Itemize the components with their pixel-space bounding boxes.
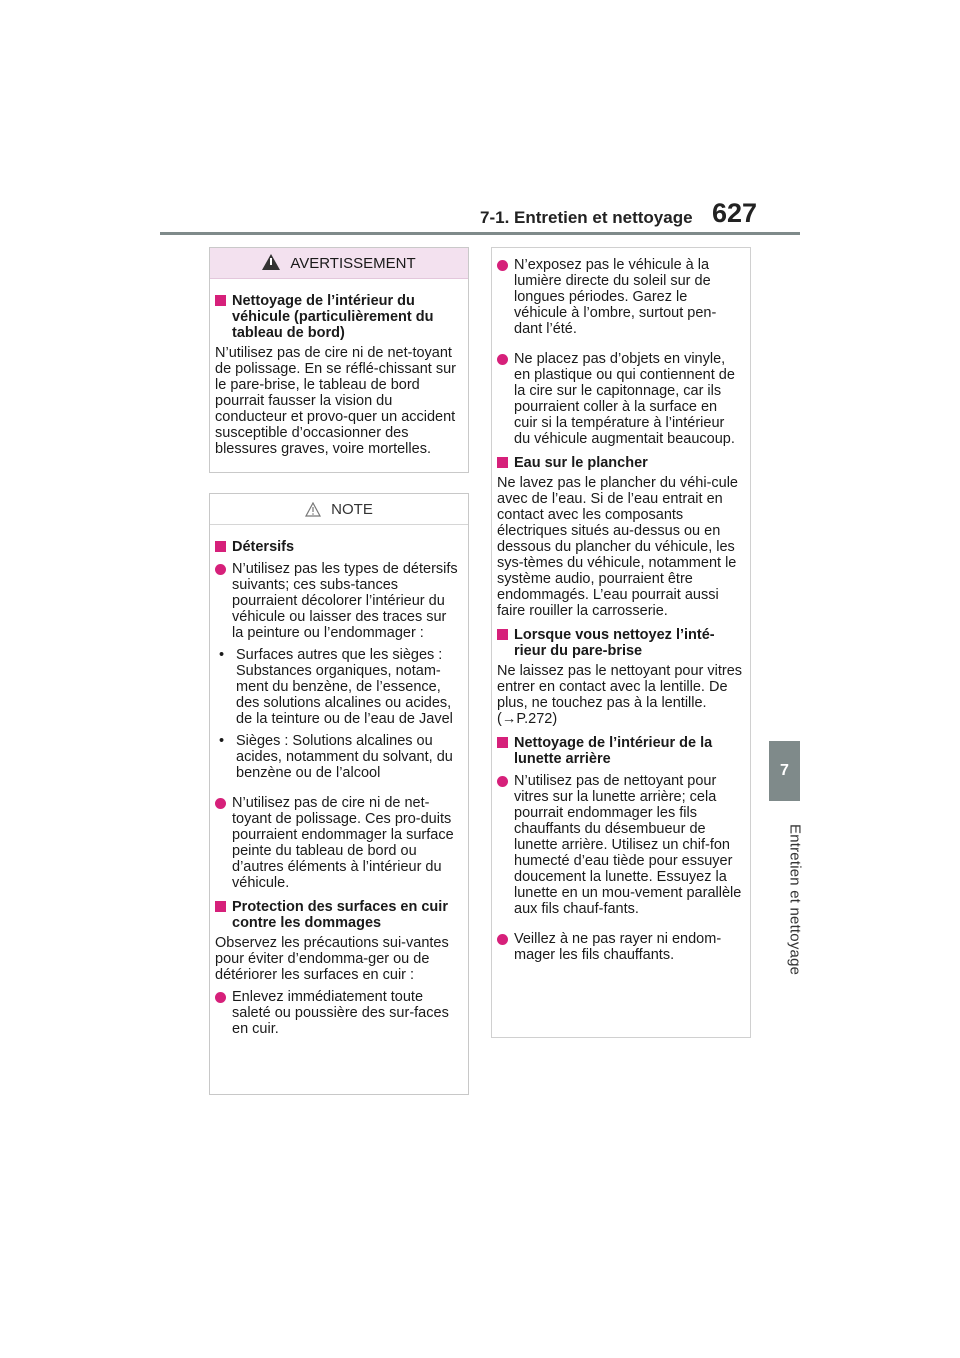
page-number: 627 <box>712 198 758 228</box>
square-bullet-icon <box>215 295 226 306</box>
vinyl-bullet-text: Ne placez pas d’objets en vinyle, en plastique ou qui contiennent de la cire sur le capitonnage, car ils pourraient coller à la surface en cuir si la température à l’intérieur du véhicule augmentait beaucoup. <box>514 351 735 447</box>
chapter-number: 7 <box>780 762 789 779</box>
sun-bullet-text: N’exposez pas le véhicule à la lumière directe du soleil sur de longues périodes. Garez le véhicule à l’ombre, surtout pen-dant l’été. <box>514 257 717 337</box>
round-bullet-icon <box>497 260 508 271</box>
warning-heading-text: Nettoyage de l’intérieur du véhicule (particulièrement du tableau de bord) <box>232 293 434 341</box>
floor-text: Ne lavez pas le plancher du véhi-cule avec de l’eau. Si de l’eau entrait en contact avec les composants électriques situés au-dessus ou en dessous du plancher du véhicule, les sys-tèmes du véhicule, notamment le système audio, pourraient être endommagés. L’eau pourrait aussi faire rouiller la carrosserie. <box>497 475 738 619</box>
square-bullet-icon <box>215 901 226 912</box>
warning-header <box>210 248 468 279</box>
detersifs-heading <box>215 539 460 555</box>
sub-list-item: • Surfaces autres que les sièges : Substances organiques, notam-ment du benzène, de l’essence, des solutions alcalines ou acides, de la teinture ou de l’eau de Javel <box>215 647 460 727</box>
rear-heading-text: Nettoyage de l’intérieur de la lunette arrière <box>514 735 713 767</box>
detersifs-heading-text: Détersifs <box>232 539 295 555</box>
round-bullet-icon <box>497 776 508 787</box>
warning-title: AVERTISSEMENT <box>290 254 416 272</box>
round-bullet-icon <box>497 354 508 365</box>
rear-window-heading <box>497 735 742 767</box>
note-header <box>210 494 468 525</box>
chapter-tab[interactable] <box>769 741 800 801</box>
round-bullet-icon <box>215 564 226 575</box>
continued-note-box <box>491 247 751 1038</box>
leather-heading-text: Protection des surfaces en cuir contre les dommages <box>232 899 448 931</box>
list-item <box>215 561 460 641</box>
warning-box <box>209 247 469 473</box>
caution-icon <box>305 502 321 517</box>
list-item <box>215 795 460 891</box>
floor-heading <box>497 455 742 471</box>
square-bullet-icon <box>497 737 508 748</box>
leather-bullet-text: Enlevez immédiatement toute saleté ou poussière des sur-faces en cuir. <box>232 989 449 1037</box>
list-item <box>497 773 742 917</box>
leather-text: Observez les précautions sui-vantes pour éviter d’endomma-ger ou de détériorer les surfaces en cuir : <box>215 935 449 983</box>
list-item <box>497 257 742 337</box>
sub-list-item: • Sièges : Solutions alcalines ou acides, notamment du solvant, du benzène ou de l’alcool <box>215 733 460 781</box>
list-item <box>497 931 742 963</box>
list-item <box>497 351 742 447</box>
windshield-text: Ne laissez pas le nettoyant pour vitres entrer en contact avec la lentille. De plus, ne touchez pas à la lentille. (→P.272) <box>497 663 743 727</box>
chapter-label: Entretien et nettoyage <box>786 824 804 976</box>
round-bullet-icon <box>215 992 226 1003</box>
sub-item-text: Surfaces autres que les sièges : Substances organiques, notam-ment du benzène, de l’essence, des solutions alcalines ou acides, de la teinture ou de l’eau de Javel <box>236 647 453 727</box>
leather-heading <box>215 899 460 931</box>
round-bullet-icon <box>497 934 508 945</box>
square-bullet-icon <box>215 541 226 552</box>
warning-heading <box>215 293 460 341</box>
list-item <box>215 989 460 1037</box>
sub-item-text: Sièges : Solutions alcalines ou acides, notamment du solvant, du benzène ou de l’alcool <box>236 733 453 781</box>
square-bullet-icon <box>497 629 508 640</box>
header-rule <box>160 232 800 235</box>
warning-text: N’utilisez pas de cire ni de net-toyant de polissage. En se réflé-chissant sur le pare-brise, le tableau de bord pourrait fausser la vision du conducteur et provo-quer un accident susceptible d’occasionner des blessures graves, voire mortelles. <box>215 345 456 457</box>
wax-bullet-text: N’utilisez pas de cire ni de net-toyant de polissage. Ces pro-duits pourraient endommager la surface peinte du tableau de bord ou d’autres éléments à l’intérieur du véhicule. <box>232 795 454 891</box>
rear-bullet-text: N’utilisez pas de nettoyant pour vitres sur la lunette arrière; cela pourrait endommager les fils chauffants du désembueur de lunette arrière. Utilisez un chif-fon humecté d’eau tiède pour essuyer doucement la lunette. Essuyez la lunette en un mou-vement parallèle aux fils chauf-fants. <box>514 773 742 917</box>
section-title: 7-1. Entretien et nettoyage <box>480 208 693 227</box>
square-bullet-icon <box>497 457 508 468</box>
round-bullet-icon <box>215 798 226 809</box>
scratch-bullet-text: Veillez à ne pas rayer ni endom-mager les fils chauffants. <box>514 931 722 963</box>
note-title: NOTE <box>331 500 373 518</box>
detersifs-bullet-text: N’utilisez pas les types de détersifs suivants; ces subs-tances pourraient décolorer l’intérieur du véhicule ou laisser des traces sur la peinture ou l’endommager : <box>232 561 458 641</box>
note-box <box>209 493 469 1095</box>
warning-icon <box>262 254 280 270</box>
windshield-heading <box>497 627 742 659</box>
floor-heading-text: Eau sur le plancher <box>514 455 648 471</box>
windshield-heading-text: Lorsque vous nettoyez l’inté-rieur du pare-brise <box>514 627 715 659</box>
